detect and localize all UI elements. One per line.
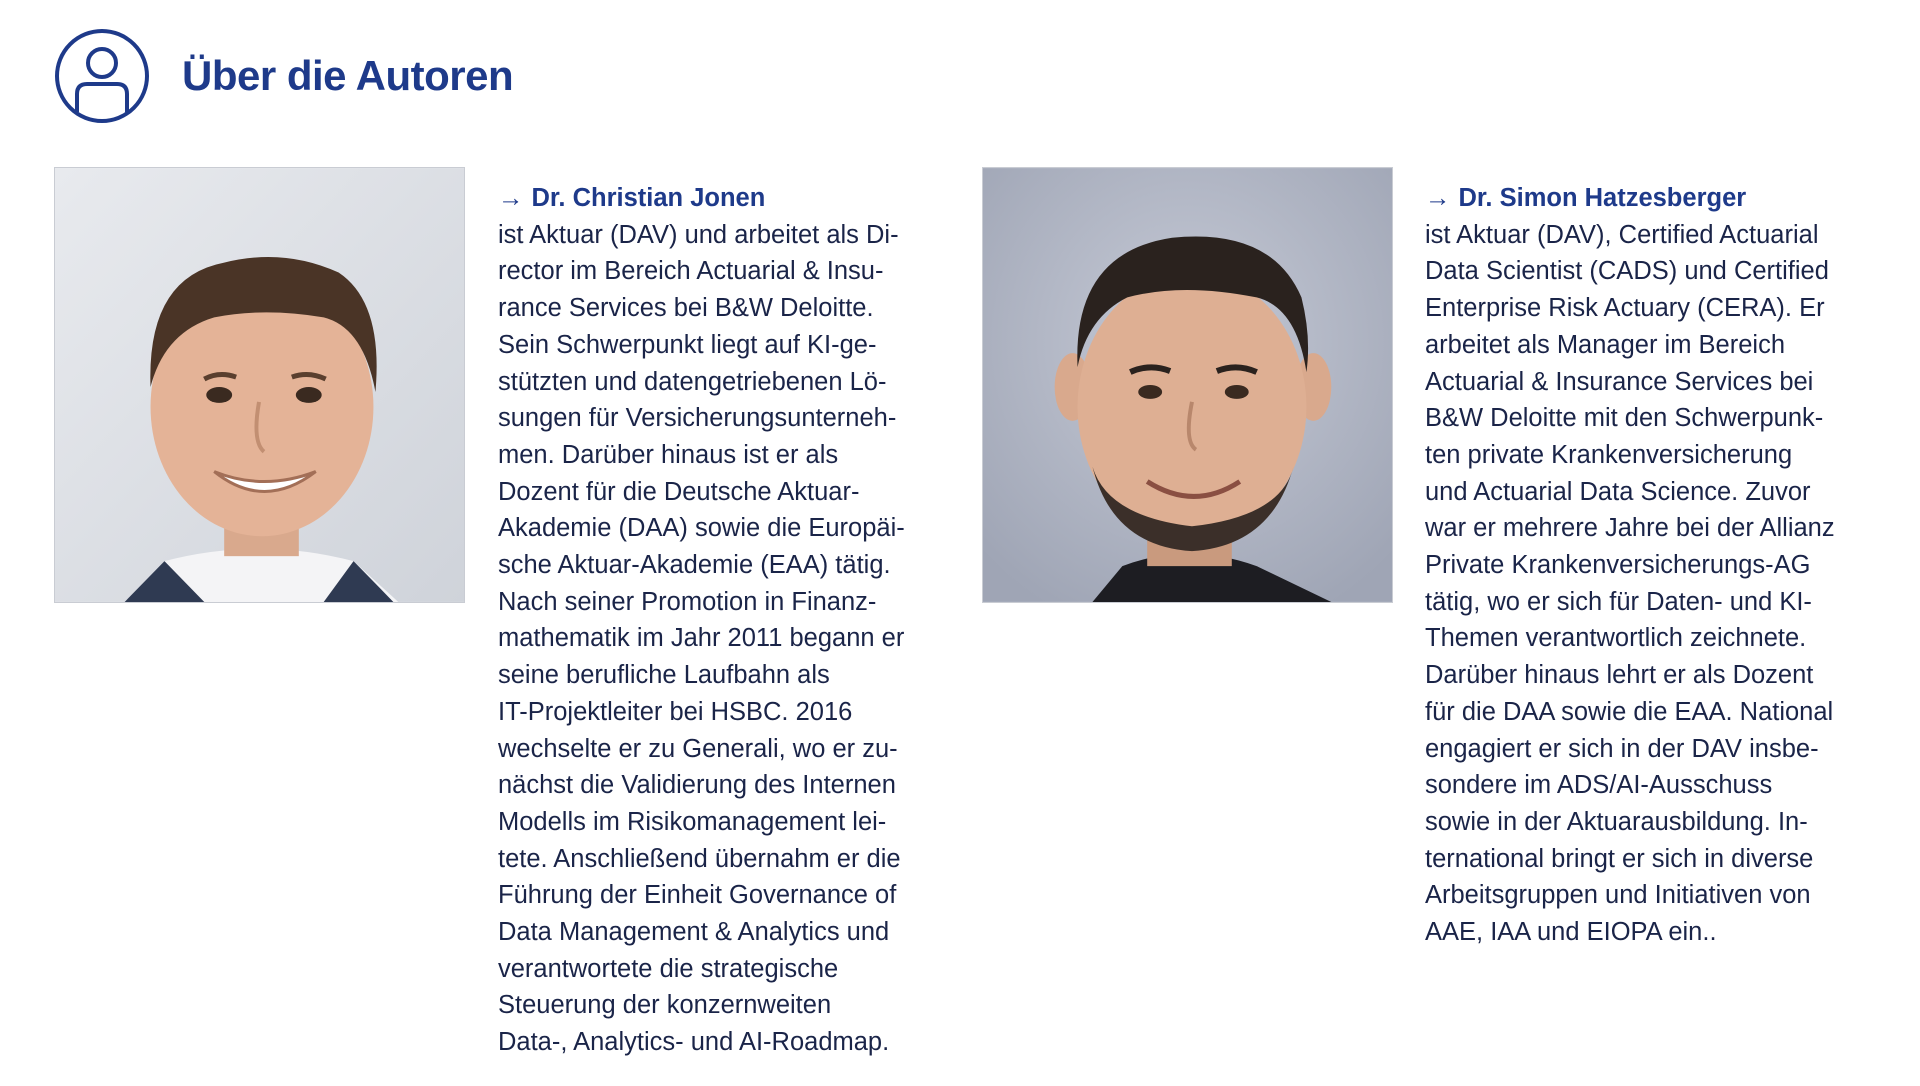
bio-line: Steuerung der konzernweiten <box>498 991 832 1020</box>
person-icon <box>54 28 150 124</box>
bio-line: nächst die Validierung des Internen <box>498 771 896 800</box>
bio-line: und Actuarial Data Science. Zuvor <box>1425 477 1811 506</box>
bio-line: tätig, wo er sich für Daten- und KI- <box>1425 587 1812 616</box>
bio-line: für die DAA sowie die EAA. National <box>1425 697 1834 726</box>
bio-line: ist Aktuar (DAV) und arbeitet als Di- <box>498 220 899 249</box>
bio-line: sowie in der Aktuarausbildung. In- <box>1425 807 1808 836</box>
bio-line: verantwortete die strategische <box>498 954 839 983</box>
bio-line: B&W Deloitte mit den Schwerpunk- <box>1425 404 1824 433</box>
bio-line: sche Aktuar-Akademie (EAA) tätig. <box>498 551 891 580</box>
bio-line: Data Management & Analytics und <box>498 918 890 947</box>
author-name <box>498 180 938 217</box>
author-1-bio <box>498 180 938 1061</box>
bio-line: Darüber hinaus lehrt er als Dozent <box>1425 661 1814 690</box>
page-title: Über die Autoren <box>182 52 514 99</box>
bio-line: engagiert er sich in der DAV insbe- <box>1425 734 1819 763</box>
bio-line: men. Darüber hinaus ist er als <box>498 440 839 469</box>
bio-line: Private Krankenversicherungs-AG <box>1425 551 1811 580</box>
bio-line: sungen für Versicherungsunterneh- <box>498 404 897 433</box>
bio-line: Führung der Einheit Governance of <box>498 881 897 910</box>
bio-text <box>498 217 938 1061</box>
author-name <box>1425 180 1865 217</box>
bio-line: mathematik im Jahr 2011 begann er <box>498 624 905 653</box>
bio-line: Themen verantwortlich zeichnete. <box>1425 624 1807 653</box>
bio-line: sondere im ADS/AI-Ausschuss <box>1425 771 1773 800</box>
bio-line: stützten und datengetriebenen Lö- <box>498 367 887 396</box>
bio-line: Akademie (DAA) sowie die Europäi- <box>498 514 905 543</box>
author-2-photo <box>982 167 1393 603</box>
bio-line: Data-, Analytics- und AI-Roadmap. <box>498 1028 890 1057</box>
bio-line: war er mehrere Jahre bei der Allianz <box>1425 514 1835 543</box>
bio-line: Enterprise Risk Actuary (CERA). Er <box>1425 294 1825 323</box>
bio-line: Actuarial & Insurance Services bei <box>1425 367 1814 396</box>
bio-line: Nach seiner Promotion in Finanz- <box>498 587 877 616</box>
bio-line: tete. Anschließend übernahm er die <box>498 844 901 873</box>
bio-line: rance Services bei B&W Deloitte. <box>498 294 874 323</box>
bio-line: ten private Krankenversicherung <box>1425 440 1793 469</box>
bio-line: ternational bringt er sich in diverse <box>1425 844 1814 873</box>
bio-line: IT-Projektleiter bei HSBC. 2016 <box>498 697 853 726</box>
author-1-photo <box>54 167 465 603</box>
author-name-text: Dr. Simon Hatzesberger <box>1458 184 1747 212</box>
arrow-right-icon: → <box>498 184 524 212</box>
bio-line: rector im Bereich Actuarial & Insu- <box>498 257 884 286</box>
bio-line: Arbeitsgruppen und Initiativen von <box>1425 881 1811 910</box>
author-2-bio <box>1425 180 1865 951</box>
bio-line: Data Scientist (CADS) und Certified <box>1425 257 1829 286</box>
bio-line: Dozent für die Deutsche Aktuar- <box>498 477 860 506</box>
bio-line: AAE, IAA und EIOPA ein.. <box>1425 918 1717 947</box>
bio-line: ist Aktuar (DAV), Certified Actuarial <box>1425 220 1819 249</box>
author-name-text: Dr. Christian Jonen <box>531 184 766 212</box>
page-header <box>54 28 513 124</box>
bio-line: arbeitet als Manager im Bereich <box>1425 330 1786 359</box>
bio-line: Modells im Risikomanagement lei- <box>498 807 887 836</box>
bio-line: Sein Schwerpunkt liegt auf KI-ge- <box>498 330 877 359</box>
bio-line: seine berufliche Laufbahn als <box>498 661 830 690</box>
arrow-right-icon: → <box>1425 184 1451 212</box>
bio-line: wechselte er zu Generali, wo er zu- <box>498 734 898 763</box>
bio-text <box>1425 217 1865 951</box>
